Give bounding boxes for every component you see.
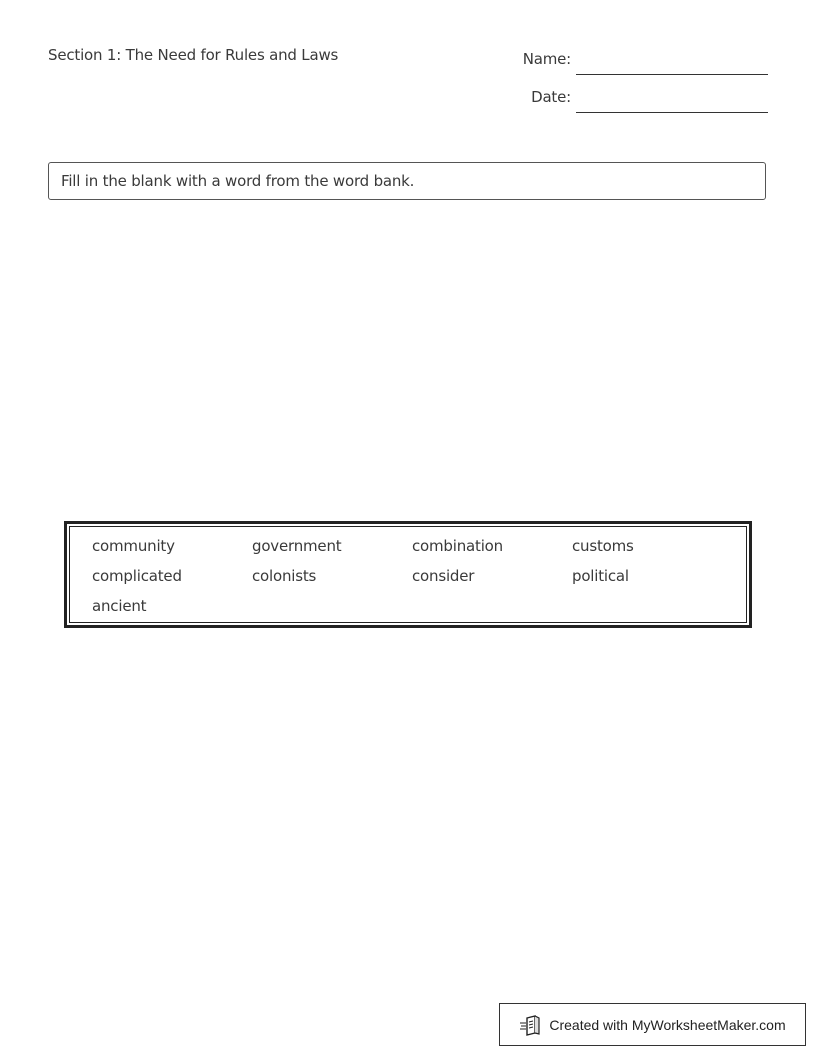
name-label: Name: (522, 50, 571, 68)
word-bank-item: political (572, 567, 629, 585)
word-bank-item: colonists (252, 567, 317, 585)
instructions-text: Fill in the blank with a word from the word bank. (61, 172, 415, 190)
word-bank-item: customs (572, 537, 634, 555)
section-title: Section 1: The Need for Rules and Laws (48, 46, 339, 64)
footer-credit[interactable] (499, 1003, 806, 1046)
word-bank (64, 521, 752, 628)
word-bank-item: community (92, 537, 175, 555)
word-bank-item: combination (412, 537, 503, 555)
word-bank-item: complicated (92, 567, 182, 585)
name-field[interactable] (576, 74, 768, 75)
instructions-box (48, 162, 766, 200)
word-bank-item: consider (412, 567, 475, 585)
book-logo-icon (519, 1014, 541, 1036)
word-bank-item: ancient (92, 597, 147, 615)
date-field[interactable] (576, 112, 768, 113)
footer-credit-text: Created with MyWorksheetMaker.com (549, 1016, 786, 1033)
word-bank-item: government (252, 537, 342, 555)
word-bank-grid (92, 533, 732, 623)
date-label: Date: (531, 88, 571, 106)
